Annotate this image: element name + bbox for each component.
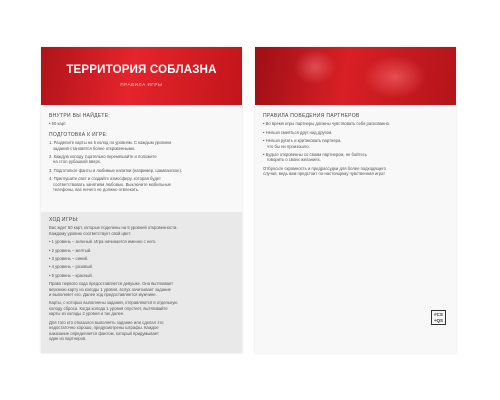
rules-card-left — [41, 47, 242, 353]
course-line: • 3 уровень – синий. — [49, 256, 89, 262]
prep-line: 2. Каждую колоду тщательно перемешайте и положите — [49, 154, 157, 160]
course-line: карты из колоды 2 уровня и так далее. — [49, 311, 125, 317]
partner-rule-line: что бы ни произошло. — [267, 143, 310, 149]
course-line: Карты, с которых выполнены задания, отправляются в отдельную — [49, 300, 178, 306]
partner-rule-line: говорить о своих желаниях. — [267, 157, 321, 163]
course-line: Для того кто отказался выполнять задание или сделал это — [49, 319, 164, 325]
course-line: Каждому уровню соответствует свой цвет: — [49, 230, 132, 236]
partner-rule-line: • Во время игры партнеры должны чувствовать себя раскованно. — [263, 121, 391, 127]
section-partner-rules — [255, 105, 456, 353]
course-line: Право первого хода предоставляется девушке. Она вытягивает — [49, 281, 174, 287]
section-contents — [41, 105, 242, 212]
brand-logo-top: #CS — [434, 312, 443, 317]
partner-rules-heading: ПРАВИЛА ПОВЕДЕНИЯ ПАРТНЕРОВ — [263, 113, 360, 119]
course-line: • 4 уровень – розовый. — [49, 264, 94, 270]
partner-rule-line: • Нельзя ругать и критиковать партнера, — [263, 138, 342, 144]
partner-rule-line: Отбросьте скромность и предрассудки для более подходящего — [263, 165, 387, 171]
prep-line: 4. Приглушите свет и создайте атмосферу, которая будет — [49, 176, 161, 182]
photo-banner — [255, 47, 456, 105]
course-line: • 2 уровень – желтый. — [49, 247, 92, 253]
course-line: недостаточно хорошо, предусмотрены штрафы. Каждое — [49, 325, 159, 331]
partner-rule-line: • Будьте откровенны со своим партнером, не бойтесь — [263, 152, 368, 158]
title-banner — [41, 47, 242, 105]
prep-line: 3. Подготовьте фанты и любимые напитки (например, шампанское). — [49, 167, 183, 173]
contents-heading: ВНУТРИ ВЫ НАЙДЕТЕ: — [49, 113, 111, 119]
section-game-course — [41, 212, 242, 353]
course-line: • 5 уровень – красный. — [49, 272, 93, 278]
prep-line: на стол рубашкой вверх. — [53, 159, 102, 165]
course-line: и выполняет его. Далее ход предоставляется мужчине. — [49, 292, 157, 298]
game-subtitle: ПРАВИЛА ИГРЫ — [120, 82, 163, 87]
prep-line: 1. Разделите карты на 5 колод по уровням. С каждым уровнем — [49, 140, 172, 146]
prep-heading: ПОДГОТОВКА К ИГРЕ: — [49, 131, 108, 138]
rules-card-right — [255, 47, 456, 353]
partner-rule-line: • Нельзя смеяться друг над другом. — [263, 129, 333, 135]
partner-rule-line: случая, ведь вам предстоит по-настоящему чувственная игра! — [263, 171, 385, 177]
prep-line: задания становятся более откровенными. — [53, 145, 135, 151]
brand-logo — [431, 310, 446, 325]
contents-item: • 50 карт — [49, 121, 66, 127]
course-line: • 1 уровень – зеленый. Игра начинается именно с него. — [49, 239, 157, 245]
course-line: колоду сброса. Когда колода 1 уровня опустеет, вытягивайте — [49, 305, 168, 311]
prep-line: телефоны, вас ничего не должно отвлекать. — [53, 187, 140, 193]
brand-logo-bottom: +QS — [433, 318, 444, 323]
course-line: наказание определяется фантом, который придумывает — [49, 330, 159, 336]
prep-line: соответствовать занятиям любовью. Выключите мобильные — [53, 181, 171, 187]
course-line: Вас ждет 50 карт, которые поделены на 5 уровней откровенности. — [49, 225, 178, 231]
game-title: ТЕРРИТОРИЯ СОБЛАЗНА — [66, 64, 217, 76]
course-heading: ХОД ИГРЫ: — [49, 217, 79, 223]
course-line: верхнюю карту из колоды 1 уровня, вслух зачитывает задание — [49, 286, 172, 292]
course-line: один из партнеров. — [49, 335, 87, 341]
